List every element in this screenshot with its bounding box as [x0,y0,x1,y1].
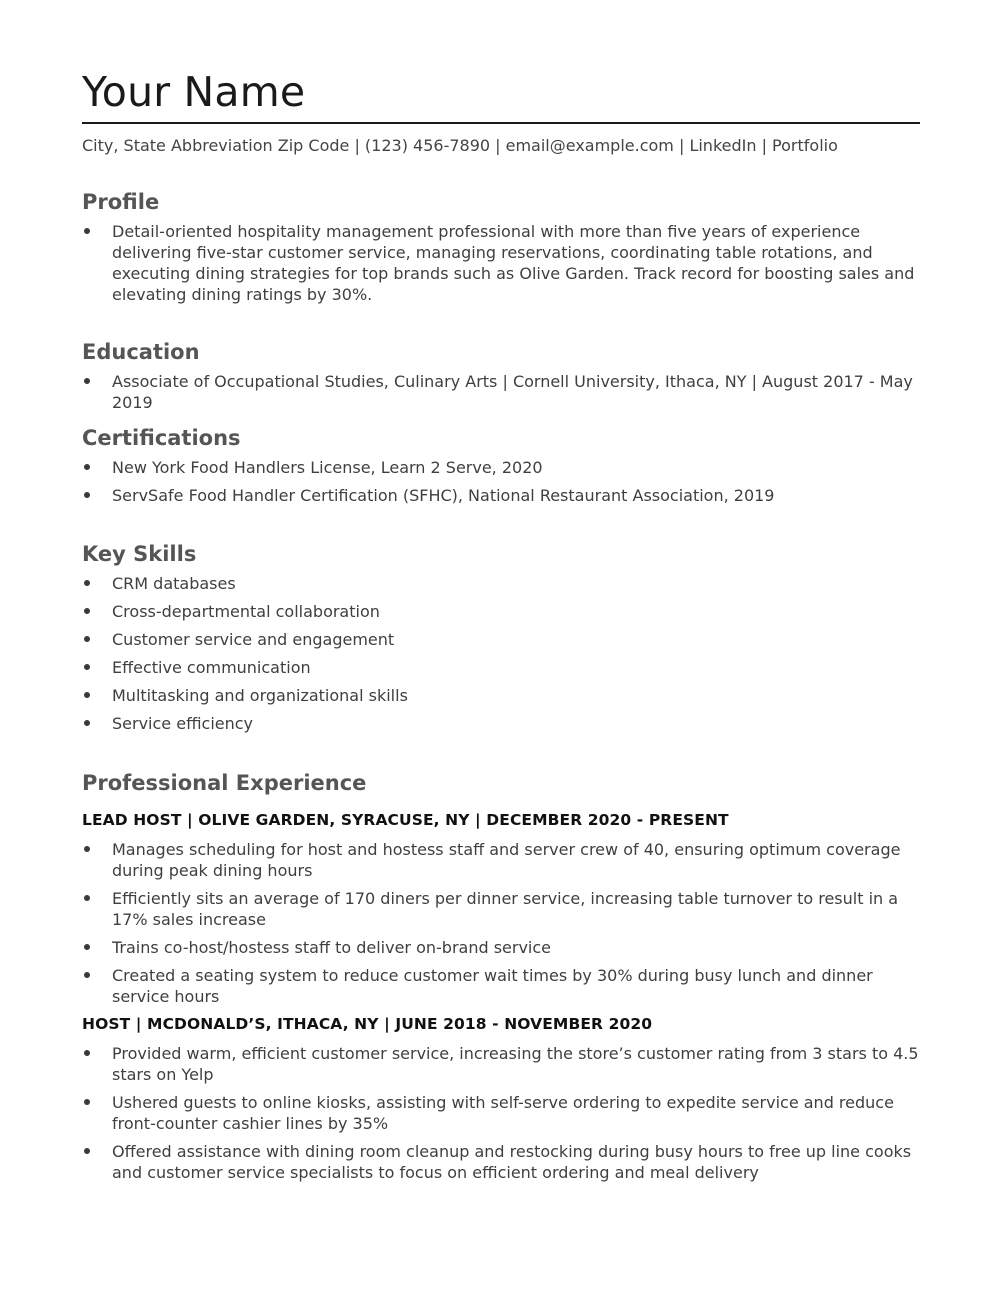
bullet-icon [84,636,90,642]
section-title-experience: Professional Experience [82,771,367,795]
list-item [82,457,920,478]
bullet-icon [84,608,90,614]
section-title-skills: Key Skills [82,542,197,566]
list-item [82,629,920,650]
list-item [82,937,920,958]
bullet-icon [84,1050,90,1056]
section-title-certifications: Certifications [82,426,241,450]
bullet-icon [84,720,90,726]
job-bullet: Provided warm, efficient customer service, increasing the store’s customer rating from 3 stars to 4.5 stars on Yelp [112,1044,919,1084]
bullet-icon [84,464,90,470]
job-bullet: Created a seating system to reduce customer wait times by 30% during busy lunch and dinner service hours [112,966,873,1006]
job-bullet-list [82,839,920,1007]
contact-line: City, State Abbreviation Zip Code | (123) 456-7890 | email@example.com | LinkedIn | Portfolio [82,136,838,155]
job-bullet: Manages scheduling for host and hostess staff and server crew of 40, ensuring optimum coverage during peak dining hours [112,840,901,880]
education-entry: Associate of Occupational Studies, Culinary Arts | Cornell University, Ithaca, NY | August 2017 - May 2019 [112,372,913,412]
skill-entry: Multitasking and organizational skills [112,686,408,705]
certifications-list [82,457,920,506]
skill-entry: Service efficiency [112,714,254,733]
bullet-icon [84,228,90,234]
list-item [82,573,920,594]
bullet-icon [84,664,90,670]
skill-entry: Customer service and engagement [112,630,395,649]
list-item [82,657,920,678]
list-item [82,1092,920,1134]
skills-section [82,541,920,741]
experience-section [82,770,920,1190]
list-item [82,601,920,622]
profile-summary: Detail-oriented hospitality management professional with more than five years of experience delivering five-star customer service, managing reservations, coordinating table rotations, and executing dining strategies for top brands such as Olive Garden. Track record for boosting sales and elevating dining ratings by 30%. [112,222,915,304]
job-bullet: Trains co-host/hostess staff to deliver on-brand service [112,938,552,957]
profile-section [82,189,920,305]
list-item [82,888,920,930]
list-item [82,1043,920,1085]
list-item [82,221,920,305]
list-item [82,371,920,413]
skills-list [82,573,920,734]
job-bullet-list [82,1043,920,1183]
list-item [82,713,920,734]
skill-entry: Effective communication [112,658,311,677]
bullet-icon [84,846,90,852]
bullet-icon [84,692,90,698]
list-item [82,965,920,1007]
certification-entry: New York Food Handlers License, Learn 2 Serve, 2020 [112,458,543,477]
list-item [82,1141,920,1183]
header-divider [82,122,920,124]
education-section [82,339,920,420]
skill-entry: CRM databases [112,574,236,593]
job-heading: LEAD HOST | OLIVE GARDEN, SYRACUSE, NY | DECEMBER 2020 - PRESENT [82,811,729,829]
profile-list [82,221,920,305]
job-bullet: Offered assistance with dining room cleanup and restocking during busy hours to free up line cooks and customer service specialists to focus on efficient ordering and meal delivery [112,1142,912,1182]
job-bullet: Efficiently sits an average of 170 diners per dinner service, increasing table turnover to result in a 17% sales increase [112,889,899,929]
certifications-section [82,425,920,513]
bullet-icon [84,492,90,498]
bullet-icon [84,1148,90,1154]
list-item [82,485,920,506]
bullet-icon [84,972,90,978]
bullet-icon [84,944,90,950]
list-item [82,839,920,881]
certification-entry: ServSafe Food Handler Certification (SFHC), National Restaurant Association, 2019 [112,486,775,505]
education-list [82,371,920,413]
bullet-icon [84,1099,90,1105]
bullet-icon [84,580,90,586]
bullet-icon [84,378,90,384]
section-title-profile: Profile [82,190,160,214]
bullet-icon [84,895,90,901]
job-bullet: Ushered guests to online kiosks, assisting with self-serve ordering to expedite service and reduce front-counter cashier lines by 35% [112,1093,894,1133]
job-heading: HOST | MCDONALD’S, ITHACA, NY | JUNE 2018 - NOVEMBER 2020 [82,1015,653,1033]
candidate-name: Your Name [82,68,306,116]
skill-entry: Cross-departmental collaboration [112,602,380,621]
section-title-education: Education [82,340,200,364]
list-item [82,685,920,706]
